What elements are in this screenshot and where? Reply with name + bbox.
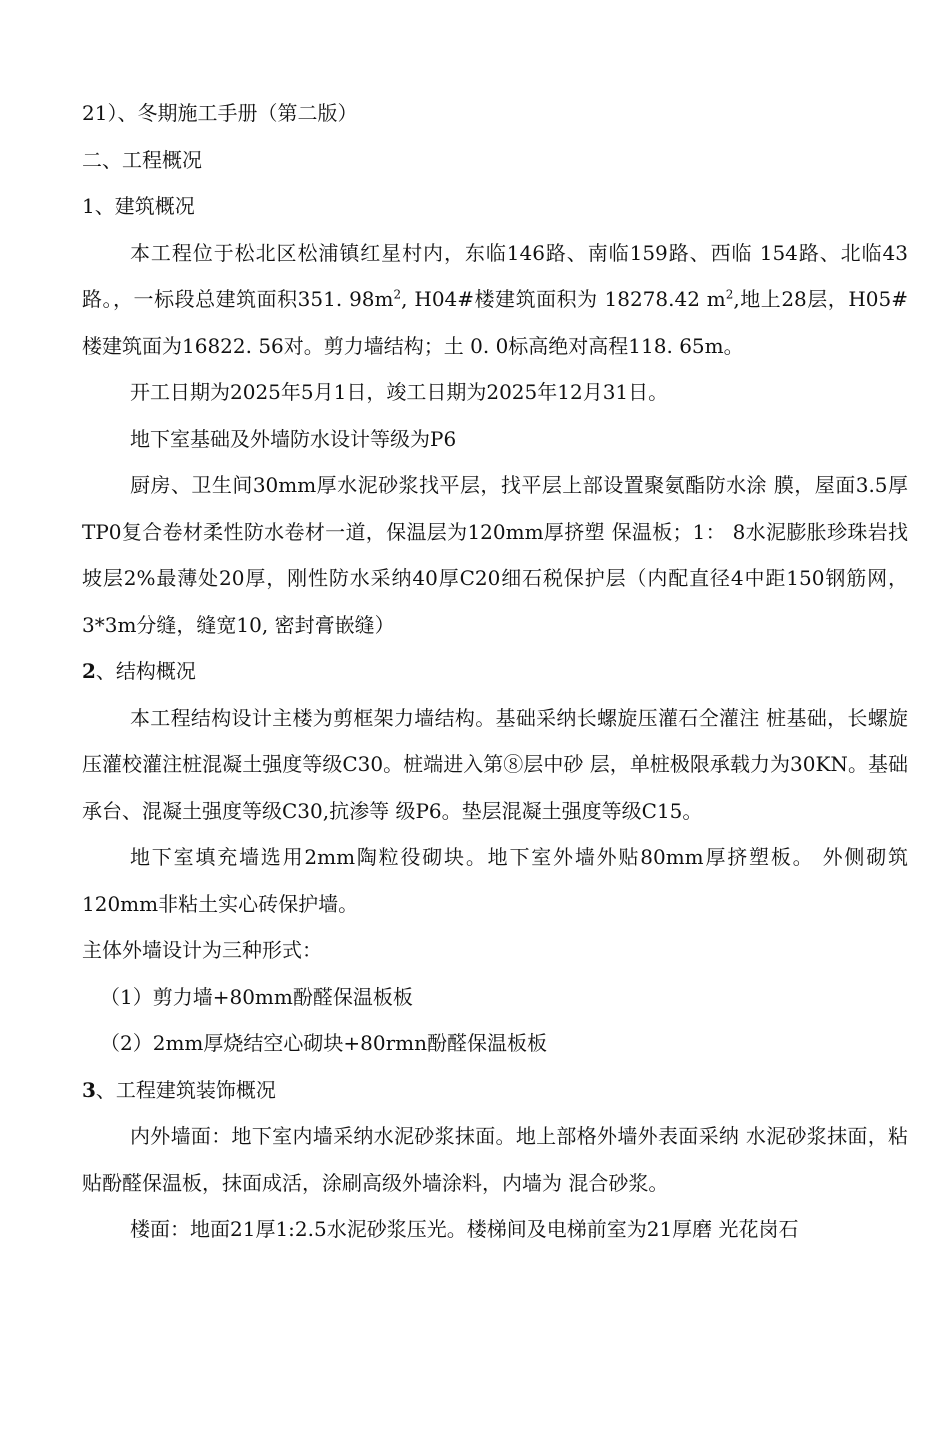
heading-number: 3 bbox=[82, 1077, 96, 1102]
exterior-wall-item-2: （2）2mm厚烧结空心砌块+80rmn酚醛保温板板 bbox=[100, 1031, 547, 1055]
paragraph-wall-finish: 内外墙面：地下室内墙采纳水泥砂浆抹面。地上部格外墙外表面采纳 水泥砂浆抹面，粘贴酚醛保温板，抹面成活，涂刷高级外墙涂料，内墙为 混合砂浆。 bbox=[82, 1124, 908, 1195]
heading-number: 2 bbox=[82, 659, 96, 683]
paragraph-waterproof-grade: 地下室基础及外墙防水设计等级为P6 bbox=[130, 426, 457, 451]
exterior-wall-intro: 主体外墙设计为三种形式： bbox=[82, 938, 322, 962]
superscript-squared: 2 bbox=[725, 287, 734, 302]
paragraph-location-part2: , H04#楼建筑面积为 18278.42 m bbox=[401, 287, 726, 311]
subsection-heading-decoration bbox=[82, 1067, 908, 1114]
paragraph-location bbox=[82, 230, 908, 370]
paragraph-location-part3: ,地上28层，H05#楼建筑面为16822. 56对。剪力墙结构；土 0. 0标高绝对高程118. 65m。 bbox=[82, 287, 908, 358]
paragraph-schedule: 开工日期为2025年5月1日，竣工日期为2025年12月31日。 bbox=[130, 380, 669, 404]
subsection-heading-structure bbox=[82, 648, 908, 695]
paragraph-structure: 本工程结构设计主楼为剪框架力墙结构。基础采纳长螺旋压灌石仝灌注 桩基础，长螺旋压灌校灌注桩混凝土强度等级C30。桩端进入第⑧层中砂 层，单桩极限承载力为30KN。基础承台、混凝土强度等级C30,抗渗等 级P6。垫层混凝土强度等级C15。 bbox=[82, 705, 908, 823]
heading-text: 、工程建筑装饰概况 bbox=[95, 1077, 276, 1102]
paragraph-infill-wall: 地下室填充墙选用2mm陶粒役砌块。地下室外墙外贴80mm厚挤塑板。 外侧砌筑120mm非粘土实心砖保护墙。 bbox=[82, 845, 908, 916]
paragraph-location-part1: 本工程位于松北区松浦镇红星村内，东临146路、南临159路、西临 154路、北临43路。，一标段总建筑面积351. 98m bbox=[82, 240, 908, 311]
reference-item: 21）、冬期施工手册（第二版） bbox=[82, 101, 358, 125]
exterior-wall-item-1: （1）剪力墙+80mm酚醛保温板板 bbox=[100, 984, 413, 1009]
subsection-heading-building: 1、建筑概况 bbox=[82, 194, 195, 218]
paragraph-waterproofing: 厨房、卫生间30mm厚水泥砂浆找平层，找平层上部设置聚氨酯防水涂 膜，屋面3.5厚TP0复合卷材柔性防水卷材一道，保温层为120mm厚挤塑 保温板；1： 8水泥膨胀珍珠岩找坡层2%最薄处20厚，刚性防水采纳40厚C20细石税保护层（内配直径4中距150钢筋网，3*3m分缝，缝宽10, 密封膏嵌缝） bbox=[82, 473, 908, 637]
document-page bbox=[82, 90, 908, 1253]
paragraph-floor-finish: 楼面：地面21厚1:2.5水泥砂浆压光。楼梯间及电梯前室为21厚磨 光花岗石 bbox=[130, 1217, 799, 1241]
section-heading-project-overview: 二、工程概况 bbox=[82, 147, 202, 172]
superscript-squared: 2 bbox=[393, 287, 402, 302]
heading-text: 、结构概况 bbox=[95, 659, 196, 683]
